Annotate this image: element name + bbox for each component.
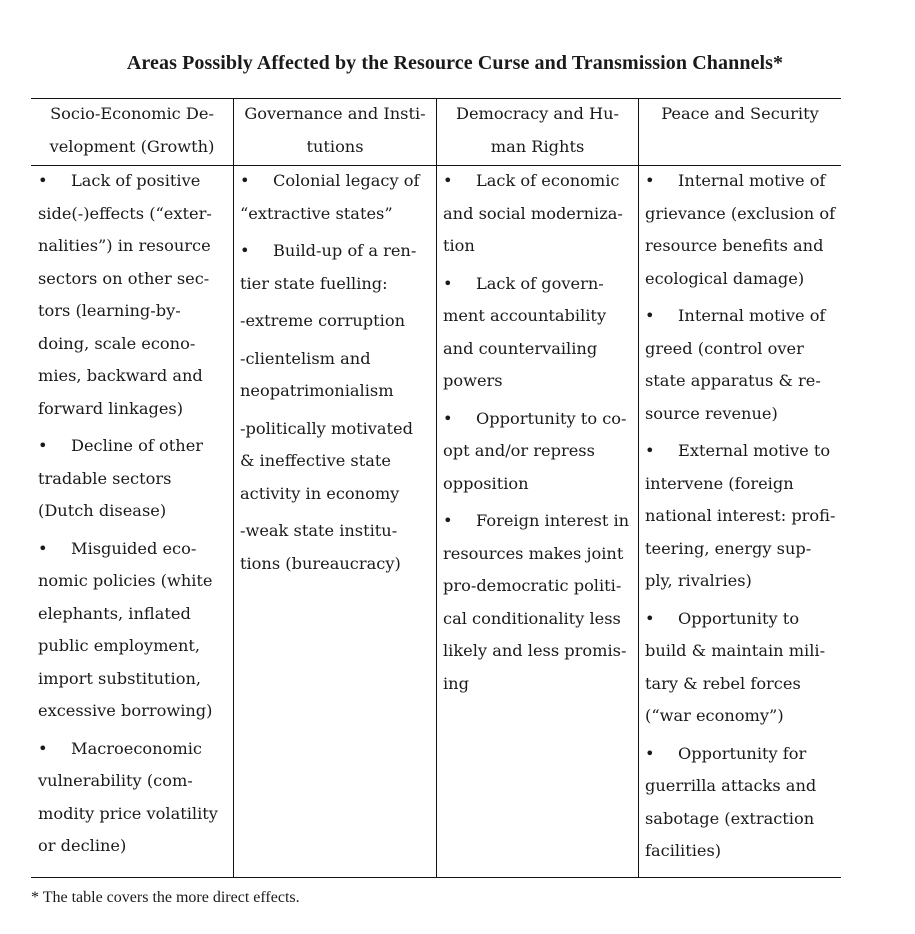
header-line: Democracy and Hu- <box>455 104 620 123</box>
cell-text: Opportunity to <box>678 608 800 628</box>
cell-line <box>645 533 840 566</box>
cell-text: and countervailing <box>443 338 598 358</box>
cell-line <box>443 365 638 398</box>
cell-line <box>38 328 233 361</box>
cell-text: tions (bureaucracy) <box>240 553 401 573</box>
cell-text: build & maintain mili- <box>645 641 826 660</box>
cell-line <box>645 668 840 701</box>
cell-line <box>645 365 840 398</box>
bullet-icon: • <box>645 441 655 460</box>
bullet-icon: • <box>443 171 453 190</box>
cell-line <box>38 165 233 198</box>
cell-text: grievance (exclusion of <box>645 203 836 223</box>
list-item <box>443 165 638 263</box>
header-line: Peace and Security <box>661 104 819 123</box>
list-item <box>645 435 840 598</box>
cell-line <box>645 803 840 836</box>
cell-line <box>38 798 233 831</box>
cell-text: ing <box>443 673 469 693</box>
cell-text: modity price volatility <box>38 803 218 823</box>
cell-line <box>38 663 233 696</box>
list-item <box>443 268 638 398</box>
item-spacer <box>38 863 233 868</box>
bullet-icon: • <box>38 436 48 455</box>
header-line: tutions <box>306 136 364 156</box>
cell-line <box>240 548 435 581</box>
cell-line <box>38 733 233 766</box>
column-socio-economic <box>38 165 233 868</box>
cell-text: elephants, inflated <box>38 603 191 623</box>
cell-line <box>443 538 638 571</box>
list-item <box>645 300 840 430</box>
cell-line <box>240 515 435 548</box>
cell-text: Foreign interest in <box>476 511 630 530</box>
column-governance <box>240 165 435 585</box>
cell-line <box>443 435 638 468</box>
cell-text: tors (learning-by- <box>38 301 181 320</box>
list-item <box>443 403 638 501</box>
cell-text: facilities) <box>645 841 722 860</box>
cell-text: “extractive states” <box>240 203 393 223</box>
cell-text: resources makes joint <box>443 543 624 563</box>
cell-line <box>645 500 840 533</box>
cell-text: state apparatus & re- <box>645 371 821 390</box>
column-divider <box>436 99 437 878</box>
cell-text: Macroeconomic <box>71 738 202 758</box>
header-line: man Rights <box>490 136 585 156</box>
cell-line <box>38 630 233 663</box>
list-item <box>38 533 233 728</box>
cell-text: -politically motivated <box>240 418 413 438</box>
header-democracy <box>437 98 638 163</box>
cell-line <box>240 198 435 231</box>
header-line: Governance and Insti- <box>244 104 426 123</box>
column-divider <box>638 99 639 878</box>
cell-text: Lack of economic <box>476 171 620 190</box>
cell-text: sabotage (extraction <box>645 808 815 828</box>
cell-text: vulnerability (com- <box>38 771 193 790</box>
cell-text: Decline of other <box>71 436 204 455</box>
cell-text: resource benefits and <box>645 236 824 255</box>
cell-line <box>443 165 638 198</box>
cell-text: or decline) <box>38 836 127 855</box>
cell-text: and social moderniza- <box>443 203 623 223</box>
cell-line <box>443 603 638 636</box>
cell-line <box>645 263 840 296</box>
cell-line <box>38 263 233 296</box>
cell-line <box>443 268 638 301</box>
bullet-icon: • <box>38 738 48 758</box>
cell-text: Lack of govern- <box>476 273 604 293</box>
cell-text: nalities”) in resource <box>38 236 211 255</box>
bullet-icon: • <box>443 408 453 428</box>
cell-text: -extreme corruption <box>240 311 406 330</box>
cell-line <box>240 235 435 268</box>
cell-text: tier state fuelling: <box>240 273 388 293</box>
cell-line <box>240 343 435 376</box>
list-item <box>645 603 840 733</box>
bullet-icon: • <box>645 306 655 325</box>
list-item <box>240 235 435 300</box>
cell-line <box>645 435 840 468</box>
cell-text: (Dutch disease) <box>38 501 167 520</box>
cell-text: national interest: profi- <box>645 506 836 525</box>
cell-text: ply, rivalries) <box>645 571 752 590</box>
cell-line <box>240 413 435 446</box>
cell-line <box>443 505 638 538</box>
header-line: Socio-Economic De- <box>50 104 214 123</box>
sub-list-item <box>240 343 435 408</box>
cell-line <box>645 468 840 501</box>
cell-line <box>443 635 638 668</box>
cell-text: forward linkages) <box>38 398 184 418</box>
cell-line <box>645 198 840 231</box>
cell-text: (“war economy”) <box>645 706 784 725</box>
footnote: * The table covers the more direct effects. <box>31 889 300 906</box>
cell-line <box>38 198 233 231</box>
cell-line <box>38 360 233 393</box>
bullet-icon: • <box>443 511 453 530</box>
cell-text: tradable sectors <box>38 468 172 488</box>
cell-text: Colonial legacy of <box>273 171 420 190</box>
cell-text: opposition <box>443 473 529 493</box>
bullet-icon: • <box>240 171 250 190</box>
list-item <box>38 165 233 425</box>
cell-text: Lack of positive <box>71 171 201 190</box>
cell-line <box>443 198 638 231</box>
sub-list-item <box>240 413 435 511</box>
cell-text: Internal motive of <box>678 306 826 325</box>
cell-line <box>645 300 840 333</box>
cell-line <box>38 230 233 263</box>
bullet-icon: • <box>38 171 48 190</box>
item-spacer <box>443 700 638 705</box>
cell-text: sectors on other sec- <box>38 268 210 288</box>
cell-text: Internal motive of <box>678 171 826 190</box>
cell-line <box>645 603 840 636</box>
sub-list-item <box>240 515 435 580</box>
cell-line <box>645 700 840 733</box>
list-item <box>240 165 435 230</box>
list-item <box>645 738 840 868</box>
column-democracy <box>443 165 638 705</box>
cell-text: Misguided eco- <box>71 538 197 558</box>
cell-text: ecological damage) <box>645 268 805 288</box>
cell-text: External motive to <box>678 441 831 460</box>
cell-text: side(-)effects (“exter- <box>38 203 212 223</box>
cell-text: ment accountability <box>443 306 607 325</box>
cell-line <box>240 478 435 511</box>
cell-line <box>38 765 233 798</box>
cell-line <box>443 468 638 501</box>
table-title: Areas Possibly Affected by the Resource Curse and Transmission Channels* <box>126 52 784 74</box>
sub-list-item <box>240 305 435 338</box>
cell-line <box>38 393 233 426</box>
cell-line <box>645 398 840 431</box>
cell-line <box>38 495 233 528</box>
cell-text: -clientelism and <box>240 348 371 368</box>
list-item <box>443 505 638 700</box>
cell-text: tion <box>443 236 475 255</box>
cell-line <box>240 445 435 478</box>
cell-line <box>38 430 233 463</box>
cell-text: cal conditionality less <box>443 608 621 628</box>
cell-text: nomic policies (white <box>38 571 213 590</box>
cell-text: teering, energy sup- <box>645 538 812 558</box>
cell-text: likely and less promis- <box>443 641 627 660</box>
cell-text: public employment, <box>38 636 201 655</box>
cell-line <box>38 295 233 328</box>
bullet-icon: • <box>645 171 655 190</box>
cell-text: intervene (foreign <box>645 473 794 493</box>
list-item <box>645 165 840 295</box>
cell-line <box>645 738 840 771</box>
cell-line <box>38 598 233 631</box>
cell-line <box>240 268 435 301</box>
column-peace-security <box>645 165 840 873</box>
cell-line <box>645 770 840 803</box>
cell-line <box>645 565 840 598</box>
cell-text: Opportunity for <box>678 743 807 763</box>
cell-line <box>645 165 840 198</box>
cell-text: pro-democratic politi- <box>443 576 622 595</box>
bullet-icon: • <box>38 538 48 558</box>
cell-line <box>38 533 233 566</box>
cell-line <box>443 333 638 366</box>
cell-text: Opportunity to co- <box>476 408 627 428</box>
cell-text: -weak state institu- <box>240 521 398 540</box>
cell-line <box>38 463 233 496</box>
column-divider <box>233 99 234 878</box>
header-socio-economic <box>31 98 233 163</box>
cell-text: import substitution, <box>38 668 202 688</box>
cell-line <box>240 375 435 408</box>
header-governance <box>234 98 436 163</box>
header-peace-security <box>639 98 841 131</box>
list-item <box>38 733 233 863</box>
item-spacer <box>240 580 435 585</box>
bullet-icon: • <box>645 608 655 628</box>
cell-line <box>645 230 840 263</box>
cell-text: tary & rebel forces <box>645 673 801 693</box>
cell-text: activity in economy <box>240 483 400 503</box>
cell-line <box>645 835 840 868</box>
cell-line <box>443 570 638 603</box>
bullet-icon: • <box>443 273 453 293</box>
cell-text: greed (control over <box>645 338 804 358</box>
cell-line <box>443 300 638 333</box>
cell-line <box>38 565 233 598</box>
cell-text: neopatrimonialism <box>240 381 394 400</box>
cell-line <box>645 635 840 668</box>
bullet-icon: • <box>240 241 250 260</box>
header-line: velopment (Growth) <box>49 136 215 156</box>
item-spacer <box>645 868 840 873</box>
cell-line <box>240 305 435 338</box>
list-item <box>38 430 233 528</box>
cell-text: mies, backward and <box>38 366 203 385</box>
cell-line <box>443 230 638 263</box>
cell-text: guerrilla attacks and <box>645 776 817 795</box>
cell-text: & ineffective state <box>240 451 391 470</box>
cell-text: powers <box>443 371 503 390</box>
cell-line <box>38 695 233 728</box>
cell-text: source revenue) <box>645 403 778 423</box>
cell-line <box>645 333 840 366</box>
bullet-icon: • <box>645 743 655 763</box>
cell-line <box>443 668 638 701</box>
cell-text: doing, scale econo- <box>38 333 196 353</box>
cell-text: excessive borrowing) <box>38 701 213 720</box>
cell-text: Build-up of a ren- <box>273 241 417 260</box>
cell-line <box>443 403 638 436</box>
cell-line <box>240 165 435 198</box>
cell-text: opt and/or repress <box>443 441 595 460</box>
cell-line <box>38 830 233 863</box>
